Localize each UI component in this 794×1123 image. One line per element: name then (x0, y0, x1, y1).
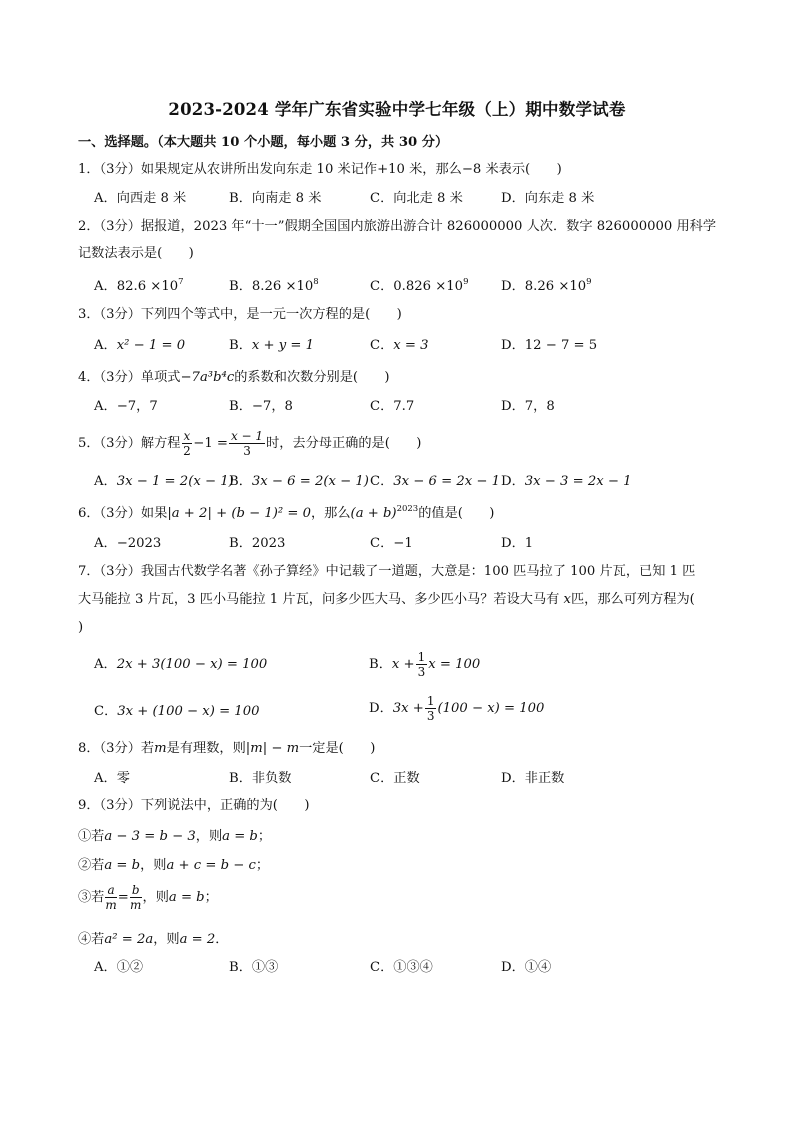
q2-option-b: B．$8.26 \times 10^8$ (229, 277, 319, 294)
q9-s3-fraction-1: $\frac{a}{m}$ (105, 883, 117, 912)
q8-option-a: A．零 (94, 771, 130, 786)
q9-statement-3: ③若 $\frac{a}{m}$ = $\frac{b}{m}$ ，则a = b； (78, 883, 218, 912)
q4-option-a: A．−7，7 (94, 399, 158, 414)
q5-option-b: B．3x − 6 = 2(x − 1) (229, 474, 369, 489)
section-heading: 一、选择题。（本大题共 10 个小题，每小题 3 分，共 30 分） (78, 135, 449, 150)
q2-option-c: C．$0.826 \times 10^9$ (370, 277, 469, 294)
q7-option-c: C．3x + (100 − x) = 100 (94, 704, 260, 719)
q9-option-c: C．①③④ (370, 960, 433, 975)
q6-stem: 6．（3分）如果|a + 2| + (b − 1)² = 0，那么$(a + b)^{2023}$的值是( ) (78, 504, 495, 521)
q3-option-c: C．x = 3 (370, 338, 429, 353)
q5-option-c: C．3x − 6 = 2x − 1 (370, 474, 501, 489)
q5-option-d: D．3x − 3 = 2x − 1 (501, 474, 632, 489)
q9-statement-4: ④若a² = 2a，则a = 2． (78, 932, 229, 947)
q2-stem-line1: 2．（3分）据报道，2023 年“十一”假期全国国内旅游出游合计 826000000 人次．数字 826000000 用科学 (78, 219, 717, 234)
q1-option-c: C．向北走 8 米 (370, 191, 463, 206)
q2-stem-line2: 记数法表示是( ) (78, 246, 194, 261)
q7-option-b: B．x + $\frac{1}{3}$ x = 100 (369, 650, 481, 679)
q1-option-b: B．向南走 8 米 (229, 191, 322, 206)
q8-option-b: B．非负数 (229, 771, 292, 786)
q7-stem-line3: ) (78, 620, 84, 635)
q4-option-d: D．7，8 (501, 399, 555, 414)
q8-option-d: D．非正数 (501, 771, 565, 786)
q2-option-a: A．$82.6 \times 10^7$ (94, 277, 184, 294)
q7-b-fraction: $\frac{1}{3}$ (417, 650, 426, 679)
q6-option-d: D．1 (501, 536, 534, 551)
q8-option-c: C．正数 (370, 771, 420, 786)
q3-option-b: B．x + y = 1 (229, 338, 315, 353)
q6-option-b: B．2023 (229, 536, 286, 551)
q7-stem-line1: 7．（3分）我国古代数学名著《孙子算经》中记载了一道题，大意是：100 匹马拉了 100 片瓦，已知 1 匹 (78, 564, 696, 579)
q7-stem-line2: 大马能拉 3 片瓦，3 匹小马能拉 1 片瓦，问多少匹大马、多少匹小马？若设大马有 x匹，那么可列方程为( (78, 592, 695, 607)
q5-fraction-1: $\frac{x}{2}$ (183, 429, 191, 458)
q3-option-a: A．x² − 1 = 0 (94, 338, 186, 353)
q1-option-a: A．向西走 8 米 (94, 191, 187, 206)
q3-stem: 3．（3分）下列四个等式中，是一元一次方程的是( ) (78, 307, 402, 322)
q1-option-d: D．向东走 8 米 (501, 191, 595, 206)
q6-option-c: C．−1 (370, 536, 413, 551)
q1-stem: 1．（3分）如果规定从农讲所出发向东走 10 米记作+10 米，那么−8 米表示( ) (78, 162, 562, 177)
q9-stem: 9．（3分）下列说法中，正确的为( ) (78, 798, 310, 813)
q4-option-c: C．7.7 (370, 399, 415, 414)
q9-statement-2: ②若a = b，则a + c = b − c； (78, 858, 270, 873)
q9-s3-fraction-2: $\frac{b}{m}$ (129, 883, 142, 912)
q7-option-a: A．2x + 3(100 − x) = 100 (94, 657, 268, 672)
q7-option-d: D．3x + $\frac{1}{3}$ (100 − x) = 100 (369, 694, 545, 723)
q5-option-a: A．3x − 1 = 2(x − 1) (94, 474, 234, 489)
q3-option-d: D．12 − 7 = 5 (501, 338, 598, 353)
exam-title: 2023-2024 学年广东省实验中学七年级（上）期中数学试卷 (168, 100, 626, 119)
q9-option-d: D．①④ (501, 960, 552, 975)
q9-statement-1: ①若a − 3 = b − 3，则a = b； (78, 829, 272, 844)
q9-option-a: A．①② (94, 960, 144, 975)
q4-stem: 4．（3分）单项式−7a³b⁴c的系数和次数分别是( ) (78, 370, 390, 385)
q2-option-d: D．$8.26 \times 10^9$ (501, 277, 592, 294)
q4-option-b: B．−7，8 (229, 399, 293, 414)
q9-option-b: B．①③ (229, 960, 279, 975)
q7-d-fraction: $\frac{1}{3}$ (426, 694, 435, 723)
q5-fraction-2: $\frac{x - 1}{3}$ (230, 429, 264, 458)
q8-stem: 8．（3分）若m是有理数，则|m| − m一定是( ) (78, 741, 376, 756)
q6-option-a: A．−2023 (94, 536, 162, 551)
q5-stem: 5．（3分）解方程 $\frac{x}{2}$ −1 = $\frac{x - 1}{3}$ 时，去分母正确的是( ) (78, 429, 422, 458)
